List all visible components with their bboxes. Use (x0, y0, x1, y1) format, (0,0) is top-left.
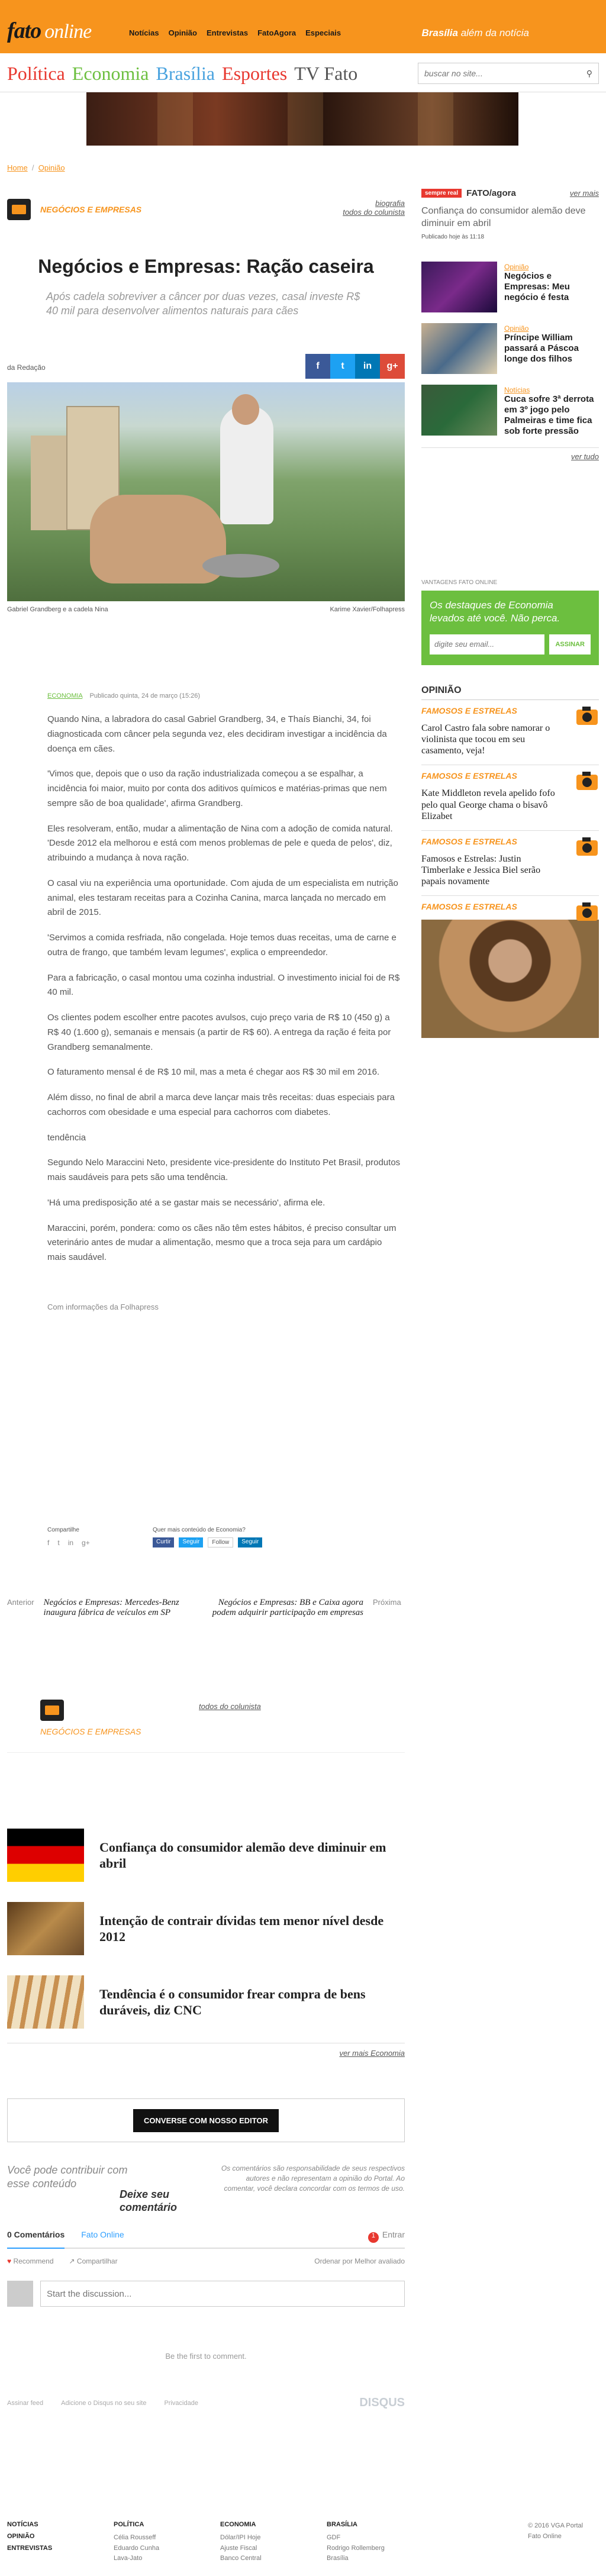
opinion-text[interactable]: Carol Castro fala sobre namorar o violinista que tocou em seu casamento, veja! (421, 723, 550, 756)
camera-icon (575, 770, 599, 791)
footer-link[interactable]: GDF (327, 2534, 341, 2541)
section-politica[interactable]: Política (7, 63, 65, 84)
site-footer (7, 2521, 599, 2564)
follow-buttons (153, 1537, 262, 1547)
nav-fatoagora[interactable]: FatoAgora (257, 28, 296, 37)
section-bar (0, 53, 606, 92)
related-item[interactable] (7, 1975, 405, 2029)
sidebar-news-list (421, 262, 599, 437)
section-tvfato[interactable]: TV Fato (294, 63, 358, 84)
article-header (7, 199, 405, 329)
share-icons (47, 1539, 90, 1547)
news-thumb (421, 385, 497, 436)
tab-comments[interactable]: 0 Comentários (7, 2230, 65, 2249)
top-nav (129, 28, 341, 37)
opinion-label[interactable]: FAMOSOS E ESTRELAS (421, 705, 517, 715)
linkedin-icon[interactable]: in (355, 354, 380, 379)
search-input[interactable] (424, 69, 586, 78)
published-date: Publicado quinta, 24 de março (15:26) (89, 692, 201, 699)
photo-caption: Gabriel Grandberg e a cadela Nina (7, 606, 108, 613)
email-field[interactable] (430, 634, 544, 655)
news-category[interactable]: Notícias (504, 385, 530, 394)
hero-image (7, 382, 405, 601)
footer-link[interactable]: Rodrigo Rollemberg (327, 2544, 385, 2552)
paragraph: Maraccini, porém, pondera: como os cães não têm estes hábitos, é preciso consultar um veterinário antes de mudar a alimentação, mesmo que a troca seja para um cardápio mais saudável. (47, 1223, 397, 1262)
newsletter-form (430, 634, 591, 655)
related-thumb (7, 1975, 84, 2029)
footer-heading[interactable]: BRASÍLIA (327, 2521, 357, 2528)
related-item[interactable] (7, 1829, 405, 1882)
footer-link[interactable]: OPINIÃO (7, 2533, 35, 2540)
related-title[interactable]: Tendência é o consumidor frear compra de bens duráveis, diz CNC (99, 1986, 366, 2017)
breadcrumb: Home / Opinião (7, 163, 65, 172)
paragraph: Eles resolveram, então, mudar a alimentação de Nina com a adoção de comida natural. 'Desde 2012 ela melhorou e está com menos problemas de pele e queda de pelos', diz, atribuindo a mudança à nova ração. (47, 823, 393, 863)
login-button[interactable] (368, 2230, 405, 2243)
paragraph: Os clientes podem escolher entre pacotes avulsos, cujo preço varia de R$ 10 (450 g) a R$ 40 (1.600 g), semanais e mensais (a partir de R$ 60). A entrega da ração é feita por Grandberg semanalmente. (47, 1013, 391, 1052)
more-content-label: Quer mais conteúdo de Economia? (153, 1527, 246, 1533)
related-thumb (7, 1902, 84, 1955)
tagline (422, 27, 529, 39)
briefcase-icon (7, 199, 31, 220)
footer-link[interactable]: Banco Central (220, 2555, 262, 2562)
opinion-block (421, 685, 599, 1047)
all-columns-link[interactable]: todos do colunista (343, 208, 405, 217)
hero-figure (7, 382, 405, 613)
notification-icon: 1 (368, 2232, 379, 2243)
next-label: Próxima (373, 1598, 401, 1607)
facebook-icon[interactable]: f (47, 1539, 50, 1547)
paragraph: 'Há uma predisposição até a se gastar mais se necessário', afirma ele. (47, 1197, 325, 1208)
googleplus-follow-button[interactable]: Follow (208, 1537, 233, 1547)
breadcrumb-home[interactable]: Home (7, 163, 28, 172)
nav-especiais[interactable]: Especiais (305, 28, 341, 37)
disqus-logo[interactable]: DISQUS (359, 2396, 405, 2409)
disqus-tabs (7, 2230, 405, 2249)
article-author: da Redação (7, 363, 46, 372)
footer-link[interactable]: ENTREVISTAS (7, 2545, 53, 2552)
ad-banner[interactable] (86, 92, 518, 146)
converse-button[interactable]: CONVERSE COM NOSSO EDITOR (133, 2109, 279, 2132)
paragraph: 'Vimos que, depois que o uso da ração industrializada começou a se espalhar, a incidência foi maior, muito por conta dos aditivos químicos e matérias-primas que nem sempre são de boa qualidade', afirma Grandberg. (47, 769, 387, 808)
comment-form (7, 2281, 405, 2307)
article-navigation (7, 1598, 405, 1618)
author-all-columns[interactable]: todos do colunista (199, 1702, 261, 1711)
nav-opiniao[interactable]: Opinião (168, 28, 197, 37)
opinion-label[interactable]: FAMOSOS E ESTRELAS (421, 902, 517, 912)
comment-disclaimer: Os comentários são responsabilidade de seus respectivos autores e não representam a opinião do Portal. Ao comentar, você declara concordar com os termos de uso. (221, 2164, 405, 2193)
privacy-link[interactable]: Privacidade (164, 2399, 198, 2407)
footer-link[interactable]: Célia Rousseff (114, 2534, 156, 2541)
camera-icon (575, 901, 599, 922)
paragraph: tendência (47, 1132, 86, 1143)
twitter-follow-button[interactable]: Seguir (179, 1537, 203, 1547)
news-title[interactable]: Príncipe William passará a Páscoa longe dos filhos (504, 332, 579, 364)
news-title[interactable]: Cuca sofre 3ª derrota em 3º jogo pelo Palmeiras e time fica sob forte pressão (504, 394, 594, 436)
news-thumb (421, 262, 497, 312)
opinion-image[interactable] (421, 920, 599, 1038)
disqus-widget (7, 2230, 405, 2410)
nav-entrevistas[interactable]: Entrevistas (206, 28, 249, 37)
linkedin-follow-button[interactable]: Seguir (238, 1537, 262, 1547)
nav-noticias[interactable]: Notícias (129, 28, 159, 37)
footer-link[interactable]: Dólar/IPI Hoje (220, 2534, 261, 2541)
sidebar-news-item[interactable] (421, 323, 599, 374)
tagline-text: além da notícia (460, 27, 529, 38)
section-esportes[interactable]: Esportes (222, 63, 288, 84)
search-icon[interactable]: ⚲ (586, 68, 592, 78)
breadcrumb-current[interactable]: Opinião (38, 163, 65, 172)
footer-link[interactable]: Eduardo Cunha (114, 2544, 160, 2552)
converse-box (7, 2098, 405, 2142)
paragraph: O faturamento mensal é de R$ 10 mil, mas a meta é chegar aos R$ 30 mil em 2016. (47, 1067, 380, 1078)
article-body (7, 692, 405, 1324)
related-title[interactable]: Confiança do consumidor alemão deve diminuir em abril (99, 1839, 386, 1871)
copyright-site: Fato Online (528, 2532, 562, 2540)
page-title: Negócios e Empresas: Ração caseira (38, 256, 374, 277)
author-share-row (7, 354, 405, 381)
news-title[interactable]: Negócios e Empresas: Meu negócio é festa (504, 270, 570, 302)
news-category[interactable]: Opinião (504, 324, 529, 333)
disqus-toolbar (7, 2257, 405, 2265)
newsletter-text: Os destaques de Economia levados até você. Não perca. (430, 599, 560, 624)
share-icon: ↗ (69, 2257, 75, 2265)
logo-main: fato (7, 18, 41, 43)
see-more-link[interactable]: ver mais (569, 189, 599, 198)
contribute-row (7, 2164, 405, 2211)
footer-heading[interactable]: NOTÍCIAS (7, 2521, 38, 2528)
opinion-text[interactable]: Kate Middleton revela apelido fofo pelo qual George chama o bisavô Elizabet (421, 788, 555, 821)
footer-link[interactable]: Lava-Jato (114, 2555, 143, 2562)
camera-icon (575, 836, 599, 857)
twitter-icon[interactable]: t (57, 1539, 60, 1547)
lead-time: Publicado hoje às 11:18 (421, 233, 485, 240)
share-buttons (305, 354, 405, 379)
share-button[interactable]: ↗ Compartilhar (69, 2257, 118, 2265)
top-bar (0, 0, 606, 53)
newsletter-box (421, 591, 599, 665)
tag-economia[interactable]: ECONOMIA (47, 692, 83, 699)
photo-credit: Karime Xavier/Folhapress (330, 606, 405, 613)
article-category[interactable]: NEGÓCIOS E EMPRESAS (40, 205, 142, 214)
live-badge: sempre real (421, 189, 462, 198)
subscribe-link[interactable]: Assinar feed (7, 2399, 44, 2407)
related-list (7, 1829, 405, 2058)
opinion-item[interactable] (421, 831, 599, 897)
leave-comment: Deixe seu comentário (120, 2188, 178, 2213)
opinion-item[interactable] (421, 765, 599, 831)
paragraph: Para a fabricação, o casal montou uma cozinha industrial. O investimento inicial foi de R$ 40 mil. (47, 972, 400, 998)
sort-dropdown[interactable]: Ordenar por Melhor avaliado (314, 2257, 405, 2265)
heart-icon: ♥ (7, 2257, 12, 2265)
section-economia[interactable]: Economia (72, 63, 149, 84)
sidebar-news-item[interactable] (421, 385, 599, 437)
news-category[interactable]: Opinião (504, 262, 529, 271)
opinion-label[interactable]: FAMOSOS E ESTRELAS (421, 771, 517, 781)
footer-heading[interactable]: POLÍTICA (114, 2521, 144, 2528)
share-follow-row (7, 1527, 405, 1568)
related-thumb (7, 1829, 84, 1882)
paragraph: 'Servimos a comida resfriada, não congelada. Hoje temos duas receitas, uma de carne e outra de frango, que também levam legumes', explica o empreendedor. (47, 933, 397, 957)
author-box (7, 1700, 405, 1753)
paragraph: Segundo Nelo Maraccini Neto, presidente vice-presidente do Instituto Pet Brasil, produtos mais saudáveis para pets são uma tendência. (47, 1158, 401, 1182)
sidebar (421, 188, 599, 1046)
search-box (418, 63, 599, 84)
sidebar-news-item[interactable] (421, 262, 599, 312)
next-article-link[interactable]: Negócios e Empresas: BB e Caixa agora podem adquirir participação em empresas (212, 1598, 363, 1617)
facebook-icon[interactable]: f (305, 354, 330, 379)
see-more-economia[interactable]: ver mais Economia (339, 2049, 405, 2058)
related-item[interactable] (7, 1902, 405, 1955)
site-logo[interactable] (7, 18, 91, 44)
contribute-text: Você pode contribuir com esse conteúdo (7, 2164, 128, 2190)
news-thumb (421, 323, 497, 374)
login-label: Entrar (382, 2230, 405, 2239)
opinion-item[interactable] (421, 896, 599, 1046)
footer-link[interactable]: Ajuste Fiscal (220, 2544, 257, 2552)
section-nav (7, 63, 357, 85)
avatar (7, 2281, 33, 2307)
prev-label: Anterior (7, 1598, 34, 1607)
author-category[interactable]: NEGÓCIOS E EMPRESAS (40, 1727, 141, 1736)
briefcase-icon (40, 1700, 64, 1721)
facebook-like-button[interactable]: Curtir (153, 1537, 174, 1547)
author-links (343, 199, 405, 217)
newsletter-tag: VANTAGENS FATO ONLINE (421, 579, 498, 586)
bio-link[interactable]: biografia (375, 199, 405, 208)
recommend-button[interactable]: ♥ Recommend (7, 2257, 54, 2265)
article-meta (47, 692, 402, 699)
related-title[interactable]: Intenção de contrair dívidas tem menor nível desde 2012 (99, 1913, 384, 1944)
article-subtitle: Após cadela sobreviver a câncer por duas vezes, casal investe R$ 40 mil para desenvolver alimentos naturais para cães (46, 291, 360, 317)
footer-link[interactable]: Brasília (327, 2555, 349, 2562)
googleplus-icon[interactable]: g+ (82, 1539, 90, 1547)
section-brasilia[interactable]: Brasília (156, 63, 215, 84)
camera-icon (575, 705, 599, 726)
lead-headline[interactable]: Confiança do consumidor alemão deve diminuir em abril (421, 206, 586, 228)
paragraph: O casal viu na experiência uma oportunidade. Com ajuda de um especialista em nutrição animal, eles testaram receitas para a Cozinha Canina, marca lançada no mercado em abril de 2015. (47, 878, 398, 918)
article-source: Com informações da Folhapress (47, 1302, 159, 1311)
see-all-link[interactable]: ver tudo (571, 452, 599, 461)
prev-article-link[interactable]: Negócios e Empresas: Mercedes-Benz inaugura fábrica de veículos em SP (43, 1598, 179, 1617)
tagline-city: Brasília (421, 27, 458, 38)
googleplus-icon[interactable]: g+ (380, 354, 405, 379)
paragraph: Além disso, no final de abril a marca deve lançar mais três receitas: duas especiais para cachorros com obesidade e uma especial para cachorros com diabetes. (47, 1092, 395, 1117)
footer-heading[interactable]: ECONOMIA (220, 2521, 256, 2528)
opinion-label[interactable]: FAMOSOS E ESTRELAS (421, 836, 517, 846)
copyright: © 2016 VGA Portal (528, 2522, 584, 2529)
opinion-heading: OPINIÃO (421, 685, 599, 700)
paragraph: Quando Nina, a labradora do casal Gabriel Grandberg, 34, e Thaís Bianchi, 34, foi diagnosticada com câncer pela segunda vez, eles decidiram investigar a incidência da doença em cães. (47, 714, 387, 754)
share-label: Compartilhe (47, 1527, 79, 1533)
add-disqus-link[interactable]: Adicione o Disqus no seu site (61, 2399, 147, 2407)
twitter-icon[interactable]: t (330, 354, 355, 379)
article-paragraphs (47, 712, 402, 1313)
subscribe-button[interactable]: ASSINAR (549, 634, 591, 655)
opinion-item[interactable] (421, 700, 599, 766)
logo-sub: online (44, 21, 92, 43)
tab-site[interactable]: Fato Online (81, 2230, 124, 2239)
empty-comments: Be the first to comment. (165, 2352, 247, 2361)
comment-input[interactable] (40, 2281, 405, 2307)
disqus-footer (7, 2396, 405, 2410)
opinion-text[interactable]: Famosos e Estrelas: Justin Timberlake e Jessica Biel serão papais novamente (421, 853, 541, 887)
fatoagora-title: FATO/agora (466, 188, 516, 198)
linkedin-icon[interactable]: in (67, 1539, 74, 1547)
